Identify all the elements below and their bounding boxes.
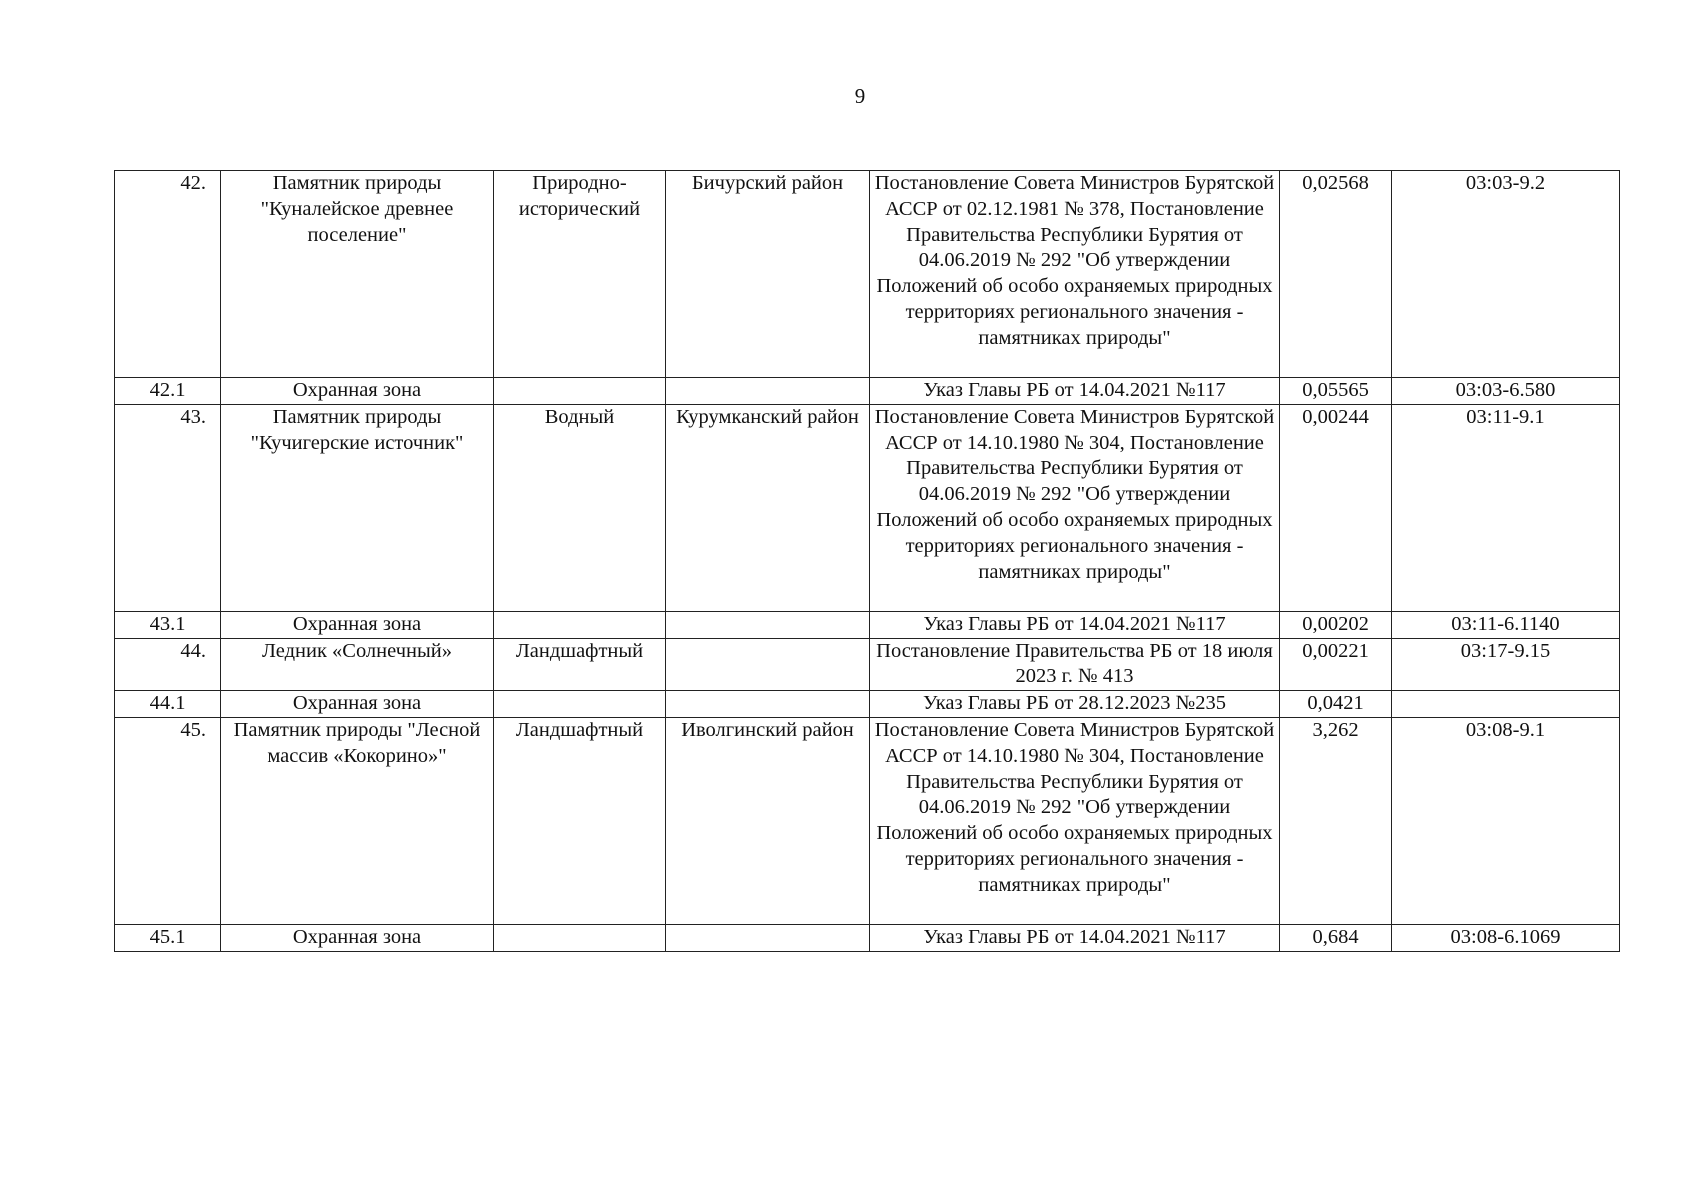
registry-code [1392, 691, 1620, 718]
registry-code: 03:08-6.1069 [1392, 924, 1620, 951]
row-number: 45. [115, 717, 221, 924]
legal-document: Постановление Совета Министров Бурятской АССР от 14.10.1980 № 304, Постановление Правительства Республики Бурятия от 04.06.2019 № 292 "Об утверждении Положений об особо охраняемых природных территориях регионального значения - памятниках природы" [870, 404, 1280, 611]
row-number: 42. [115, 171, 221, 378]
row-number: 44. [115, 638, 221, 691]
table-row [115, 924, 1620, 951]
object-name: Охранная зона [221, 924, 494, 951]
legal-document: Указ Главы РБ от 14.04.2021 №117 [870, 611, 1280, 638]
row-number: 42.1 [115, 378, 221, 405]
object-name: Памятник природы "Куналейское древнее поселение" [221, 171, 494, 378]
legal-document: Постановление Правительства РБ от 18 июля 2023 г. № 413 [870, 638, 1280, 691]
object-district [666, 638, 870, 691]
registry-code: 03:17-9.15 [1392, 638, 1620, 691]
object-profile [494, 378, 666, 405]
object-area: 0,00244 [1280, 404, 1392, 611]
registry-code: 03:11-9.1 [1392, 404, 1620, 611]
object-profile [494, 691, 666, 718]
page-number: 9 [854, 84, 866, 108]
object-name: Ледник «Солнечный» [221, 638, 494, 691]
table-row [115, 717, 1620, 924]
object-district [666, 924, 870, 951]
table-row [115, 171, 1620, 378]
table-row [115, 404, 1620, 611]
table-row [115, 611, 1620, 638]
protected-areas-table [114, 170, 1620, 952]
object-area: 3,262 [1280, 717, 1392, 924]
object-district: Бичурский район [666, 171, 870, 378]
legal-document: Указ Главы РБ от 14.04.2021 №117 [870, 378, 1280, 405]
legal-document: Постановление Совета Министров Бурятской АССР от 02.12.1981 № 378, Постановление Правительства Республики Бурятия от 04.06.2019 № 292 "Об утверждении Положений об особо охраняемых природных территориях регионального значения - памятниках природы" [870, 171, 1280, 378]
object-area: 0,02568 [1280, 171, 1392, 378]
row-number: 45.1 [115, 924, 221, 951]
object-profile: Природно-исторический [494, 171, 666, 378]
row-number: 43. [115, 404, 221, 611]
row-number: 43.1 [115, 611, 221, 638]
legal-document: Указ Главы РБ от 28.12.2023 №235 [870, 691, 1280, 718]
object-profile: Ландшафтный [494, 638, 666, 691]
object-profile [494, 611, 666, 638]
table-row [115, 638, 1620, 691]
object-profile: Водный [494, 404, 666, 611]
legal-document: Постановление Совета Министров Бурятской АССР от 14.10.1980 № 304, Постановление Правительства Республики Бурятия от 04.06.2019 № 292 "Об утверждении Положений об особо охраняемых природных территориях регионального значения - памятниках природы" [870, 717, 1280, 924]
object-area: 0,00202 [1280, 611, 1392, 638]
object-area: 0,00221 [1280, 638, 1392, 691]
object-name: Охранная зона [221, 378, 494, 405]
table-row [115, 691, 1620, 718]
object-district [666, 378, 870, 405]
object-area: 0,684 [1280, 924, 1392, 951]
object-area: 0,0421 [1280, 691, 1392, 718]
object-district: Иволгинский район [666, 717, 870, 924]
object-district [666, 691, 870, 718]
object-profile [494, 924, 666, 951]
table-row [115, 378, 1620, 405]
object-district: Курумканский район [666, 404, 870, 611]
object-profile: Ландшафтный [494, 717, 666, 924]
registry-code: 03:08-9.1 [1392, 717, 1620, 924]
object-area: 0,05565 [1280, 378, 1392, 405]
registry-code: 03:03-9.2 [1392, 171, 1620, 378]
object-district [666, 611, 870, 638]
object-name: Охранная зона [221, 611, 494, 638]
object-name: Памятник природы "Лесной массив «Кокорино»" [221, 717, 494, 924]
object-name: Памятник природы "Кучигерские источник" [221, 404, 494, 611]
object-name: Охранная зона [221, 691, 494, 718]
legal-document: Указ Главы РБ от 14.04.2021 №117 [870, 924, 1280, 951]
row-number: 44.1 [115, 691, 221, 718]
registry-code: 03:11-6.1140 [1392, 611, 1620, 638]
registry-code: 03:03-6.580 [1392, 378, 1620, 405]
